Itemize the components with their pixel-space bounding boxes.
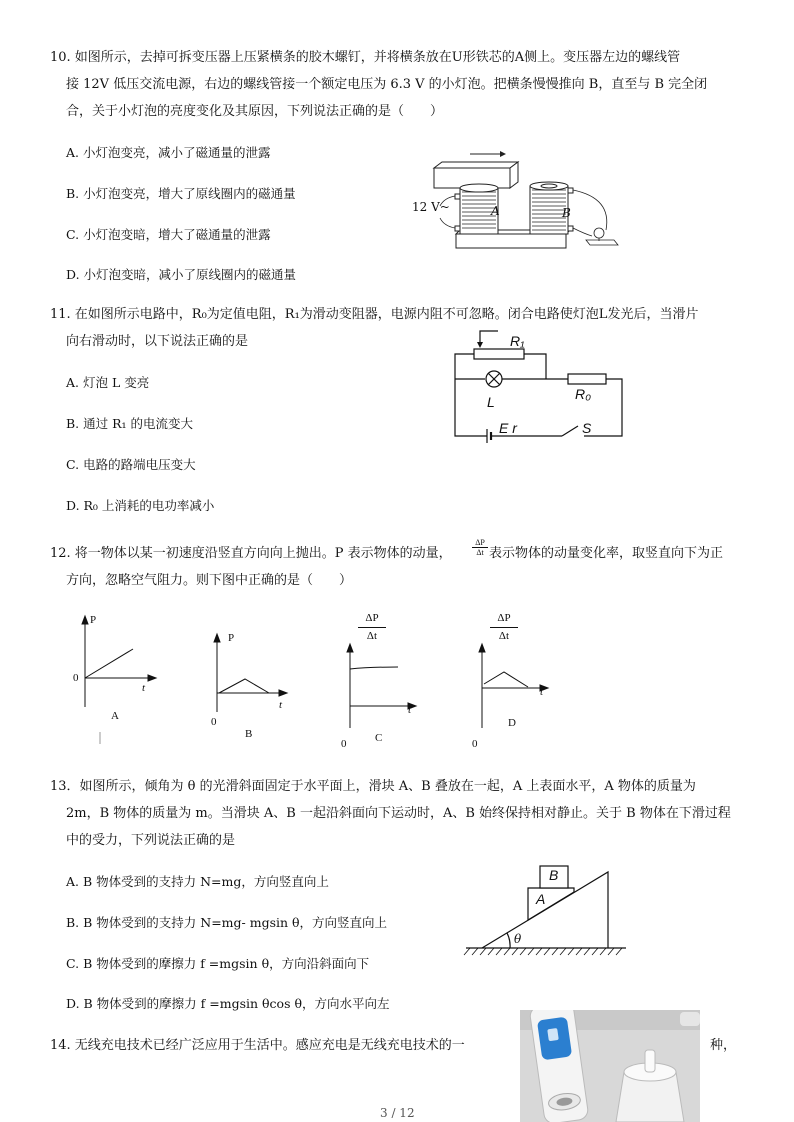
q13-text-line-3: 中的受力，下列说法正确的是 [66, 833, 236, 848]
lamp-label: L [487, 394, 495, 410]
graph-a-axes [70, 612, 170, 742]
q10-option-d: D. 小灯泡变暗，减小了原线圈内的磁通量 [66, 267, 297, 282]
q14-text-start: 14. 无线充电技术已经广泛应用于生活中。感应充电是无线充电技术的一 [50, 1038, 465, 1053]
q11-option-d: D. R₀ 上消耗的电功率减小 [66, 498, 215, 513]
q12-graph-a [70, 612, 170, 742]
toothbrush-charger-image [520, 1010, 700, 1122]
battery-label: E r [499, 420, 517, 436]
graph-d-origin: 0 [472, 738, 478, 750]
q14-text-end: 种， [710, 1038, 737, 1053]
q12-text-line-2: 方向，忽略空气阻力。则下图中正确的是（ ） [66, 573, 353, 588]
graph-a-origin: 0 [73, 672, 79, 684]
graph-c-axes [340, 610, 440, 755]
q13-option-c: C. B 物体受到的摩擦力 f =mgsin θ，方向沿斜面向下 [66, 956, 370, 971]
coil-b-label: B [562, 206, 571, 220]
graph-d-ylabel-den: Δt [490, 627, 518, 643]
q11-circuit-figure [450, 326, 630, 441]
graph-a-caption: A [111, 710, 119, 722]
graph-b-origin: 0 [211, 716, 217, 728]
incline-diagram [462, 860, 632, 960]
graph-d-ylabel [490, 612, 518, 643]
q12-text-line-1b: 表示物体的动量变化率，取竖直向下为正 [489, 546, 724, 561]
q10-option-b: B. 小灯泡变亮，增大了原线圈内的磁通量 [66, 186, 296, 201]
graph-a-ylabel: P [90, 614, 97, 626]
q13-text-line-1: 13．如图所示，倾角为 θ 的光滑斜面固定于水平面上，滑块 A、B 叠放在一起，A 上表面水平，A 物体的质量为 [50, 779, 696, 794]
q12-graph-b [205, 630, 305, 740]
q12-inline-fraction [472, 538, 488, 557]
graph-c-ylabel [358, 612, 386, 643]
q11-option-b: B. 通过 R₁ 的电流变大 [66, 416, 194, 431]
q13-text-line-2: 2m，B 物体的质量为 m。当滑块 A、B 一起沿斜面向下运动时，A、B 始终保持相对静止。关于 B 物体在下滑过程 [66, 806, 731, 821]
q13-option-b: B. B 物体受到的支持力 N=mg- mgsin θ，方向竖直向上 [66, 915, 388, 930]
graph-b-ylabel: P [228, 632, 235, 644]
graph-c-ylabel-num: ΔP [365, 612, 379, 624]
graph-d-xlabel: t [540, 686, 544, 698]
q10-text-line-2: 接 12V 低压交流电源，右边的螺线管接一个额定电压为 6.3 V 的小灯泡。把横条慢慢推向 B，直至与 B 完全闭 [66, 77, 708, 92]
block-b-label: B [549, 867, 559, 883]
graph-c-origin: 0 [341, 738, 347, 750]
fraction-numerator: ΔP [475, 538, 485, 547]
graph-b-caption: B [245, 728, 253, 740]
q11-option-c: C. 电路的路端电压变大 [66, 457, 196, 472]
q12-graph-c [340, 610, 440, 755]
q11-text-line-1: 11. 在如图所示电路中，R₀为定值电阻，R₁为滑动变阻器，电源内阻不可忽略。闭合电路使灯泡L发光后，当滑片 [50, 307, 699, 322]
graph-d-axes [472, 610, 572, 755]
block-a-label: A [536, 891, 546, 907]
q10-option-c: C. 小灯泡变暗，增大了磁通量的泄露 [66, 227, 271, 242]
voltage-label: 12 V~ [412, 200, 450, 214]
angle-label: θ [514, 932, 522, 946]
q12-text-line-1a: 12. 将一物体以某一初速度沿竖直方向向上抛出。P 表示物体的动量， [50, 546, 452, 561]
coil-a-label: A [491, 204, 500, 218]
switch-label: S [582, 420, 592, 436]
graph-c-caption: C [375, 732, 383, 744]
wireless-charging-photo [520, 1010, 700, 1122]
r1-label: R₁ [510, 333, 525, 349]
q13-incline-figure [462, 860, 632, 960]
q10-text-line-3: 合，关于小灯泡的亮度变化及其原因，下列说法正确的是（ ） [66, 104, 444, 119]
page-number: 3 / 12 [380, 1106, 415, 1120]
circuit-diagram [450, 326, 630, 441]
graph-d-caption: D [508, 717, 516, 729]
q12-graph-d [472, 610, 572, 755]
fraction-denominator: Δt [472, 547, 488, 557]
q13-option-a: A. B 物体受到的支持力 N=mg，方向竖直向上 [66, 874, 329, 889]
graph-b-xlabel: t [279, 699, 283, 711]
graph-a-xlabel: t [142, 682, 146, 694]
q10-text-line-1: 10. 如图所示，去掉可拆变压器上压紧横条的胶木螺钉，并将横条放在U形铁芯的A侧上。变压器左边的螺线管 [50, 50, 681, 65]
graph-c-ylabel-den: Δt [358, 627, 386, 643]
graph-b-axes [205, 630, 305, 740]
r0-label: R₀ [575, 386, 592, 402]
q11-text-line-2: 向右滑动时，以下说法正确的是 [66, 334, 249, 349]
q10-transformer-figure [400, 148, 630, 263]
q13-option-d: D. B 物体受到的摩擦力 f =mgsin θcos θ，方向水平向左 [66, 996, 390, 1011]
graph-d-ylabel-num: ΔP [497, 612, 511, 624]
q11-option-a: A. 灯泡 L 变亮 [66, 375, 150, 390]
graph-c-xlabel: t [408, 704, 412, 716]
q10-option-a: A. 小灯泡变亮，减小了磁通量的泄露 [66, 145, 271, 160]
